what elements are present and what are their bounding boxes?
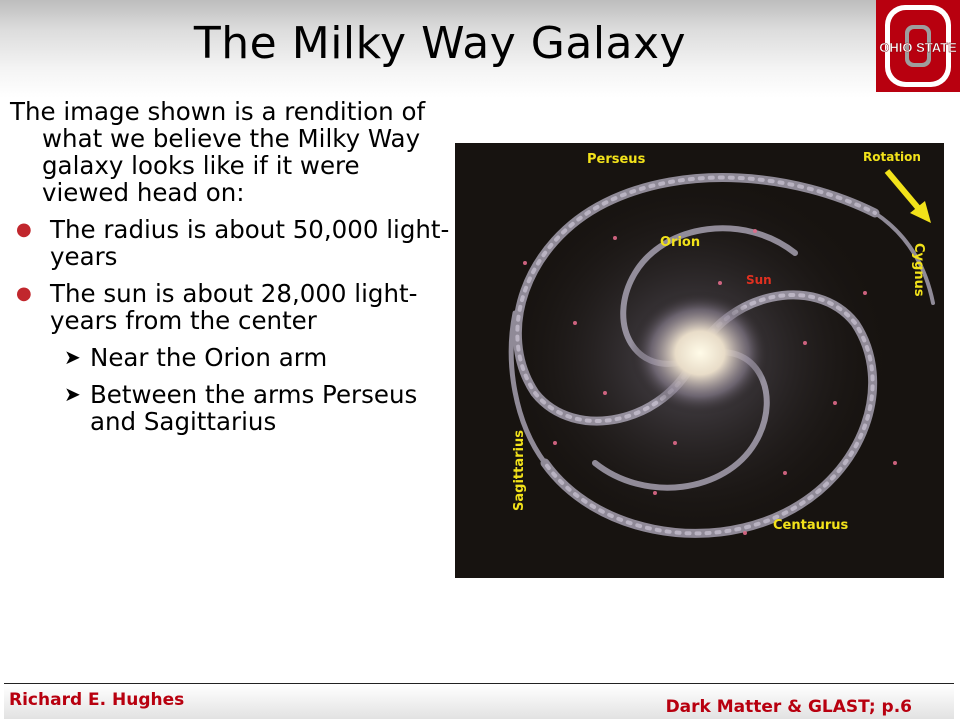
ohio-state-logo <box>876 0 960 92</box>
intro-text: The image shown is a rendition of what we believe the Milky Way galaxy looks like if it were viewed head on: <box>10 97 426 207</box>
bullet-text: The radius is about 50,000 light-years <box>50 215 450 271</box>
footer-page-info: Dark Matter & GLAST; p.6 <box>665 697 912 717</box>
sub-bullet-text: Between the arms Perseus and Sagittarius <box>90 380 418 436</box>
slide-title: The Milky Way Galaxy <box>193 18 687 69</box>
bullet-text: The sun is about 28,000 light-years from the center <box>50 279 418 335</box>
label-perseus: Perseus <box>587 152 646 167</box>
bullet-radius <box>10 216 450 270</box>
bullet-dot-icon: ● <box>16 219 32 240</box>
sub-bullet-arms <box>10 381 450 435</box>
label-sun: Sun <box>746 273 772 287</box>
sub-bullet-text: Near the Orion arm <box>90 343 328 372</box>
block-o-icon <box>876 0 960 92</box>
footer-divider <box>4 683 954 684</box>
label-orion: Orion <box>660 235 701 250</box>
arrow-bullet-icon: ➤ <box>64 345 81 369</box>
label-centaurus: Centaurus <box>773 518 849 533</box>
label-sagittarius: Sagittarius <box>512 430 527 511</box>
logo-wordmark: OHIO STATE <box>879 40 957 55</box>
bullet-sun-distance <box>10 280 450 334</box>
label-rotation: Rotation <box>863 150 921 164</box>
sub-bullet-orion <box>10 344 450 371</box>
galaxy-image <box>455 143 944 578</box>
bullet-dot-icon: ● <box>16 283 32 304</box>
arrow-bullet-icon: ➤ <box>64 382 81 406</box>
footer-author: Richard E. Hughes <box>9 690 185 710</box>
label-cygnus: Cygnus <box>911 243 926 297</box>
slide-body <box>10 98 450 445</box>
